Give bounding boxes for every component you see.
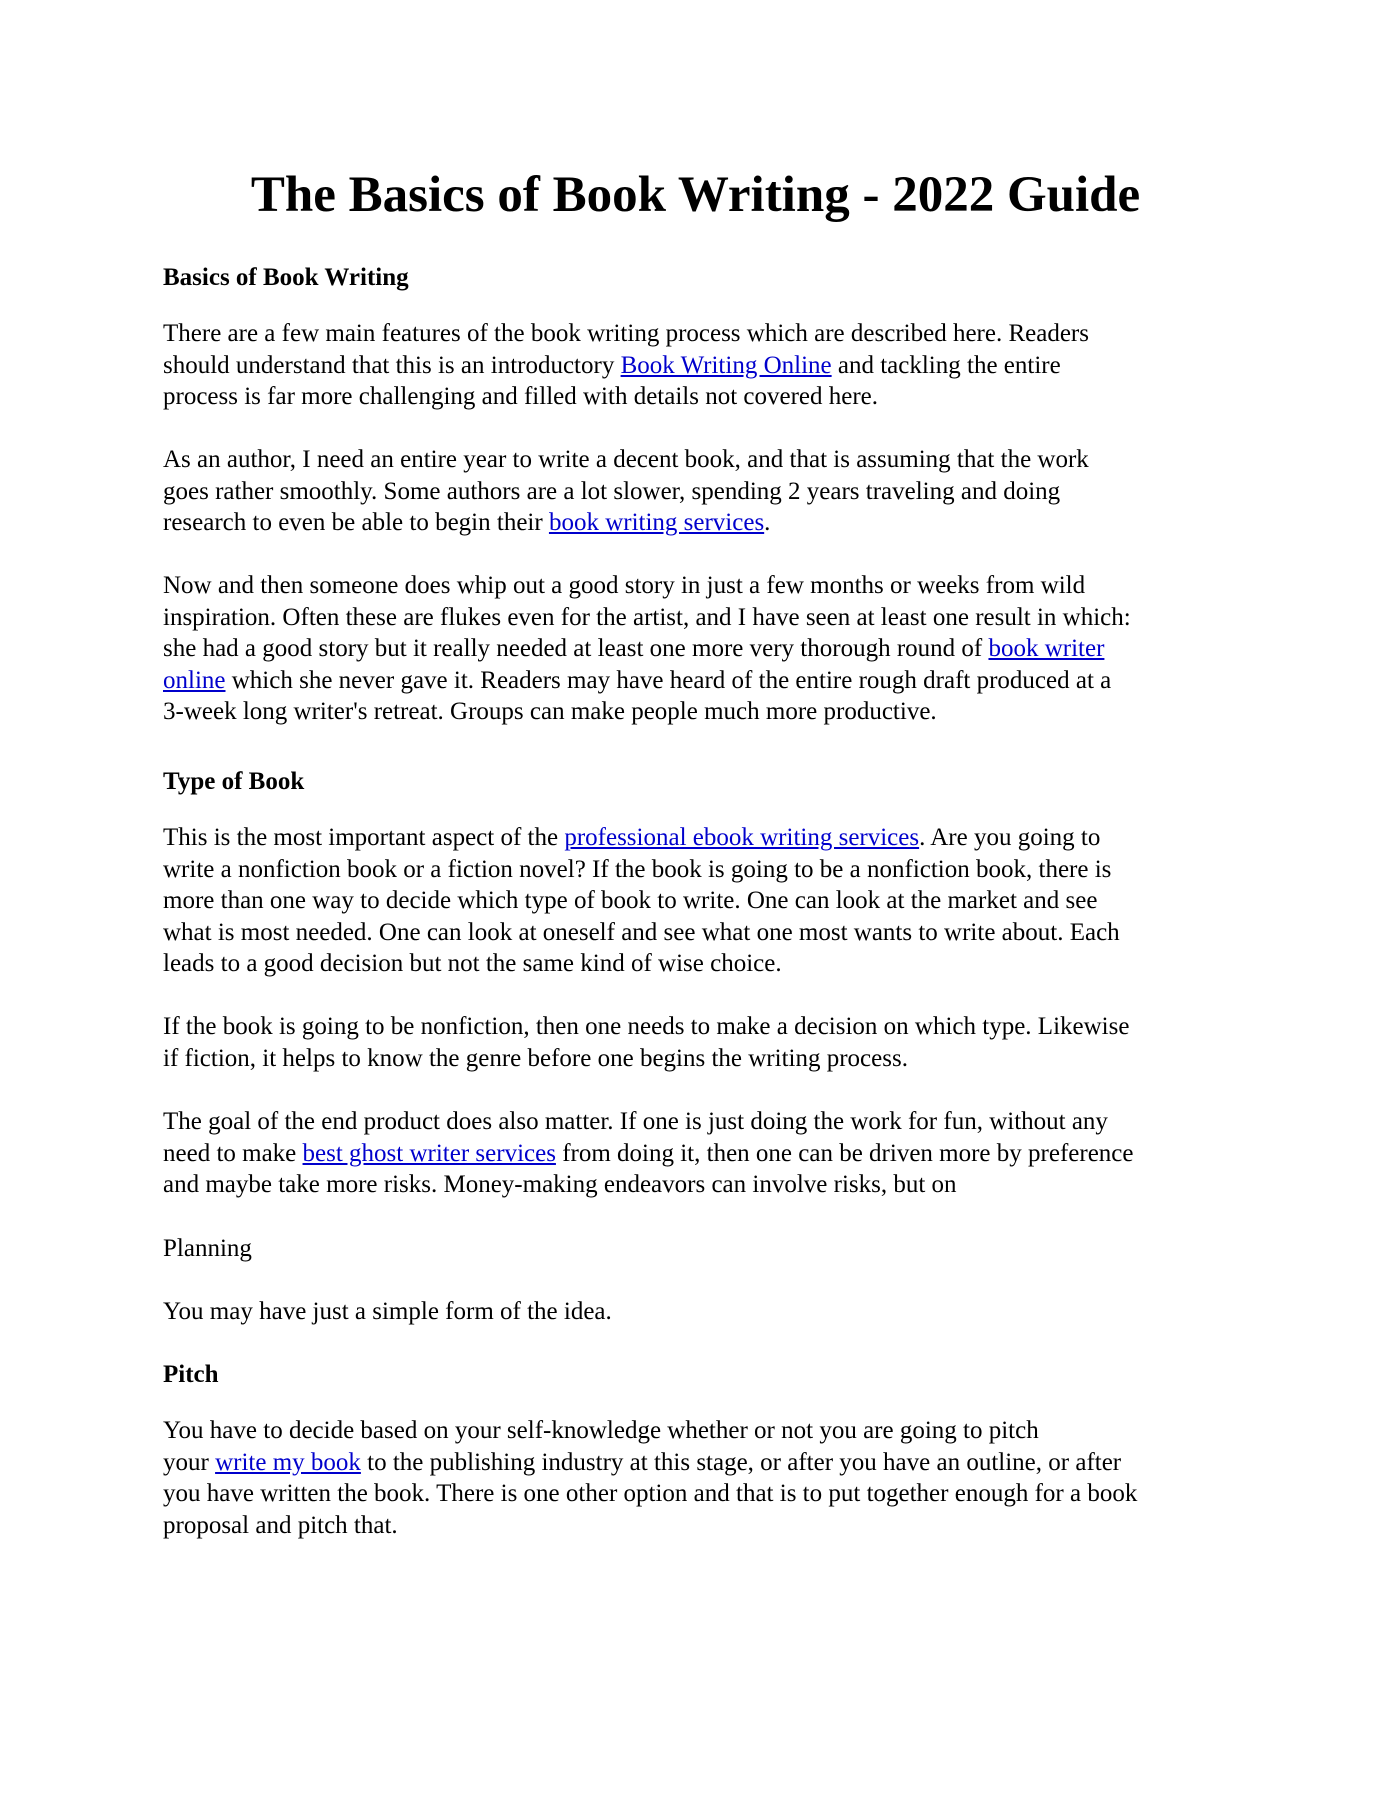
text-line xyxy=(163,633,1243,665)
text-line: what is most needed. One can look at oneself and see what one most wants to write about. Each xyxy=(163,918,1120,946)
text-line: write a nonfiction book or a fiction novel? If the book is going to be a nonfiction book, there is xyxy=(163,855,1112,883)
heading-basics-of-book-writing: Basics of Book Writing xyxy=(163,264,409,291)
text-line xyxy=(163,1138,1243,1170)
text-segment: . Are you going to xyxy=(919,824,1101,851)
text-segment: to the publishing industry at this stage, or after you have an outline, or after xyxy=(360,1448,1122,1476)
link-book-writing-online[interactable]: Book Writing Online xyxy=(620,351,832,379)
text-line xyxy=(163,350,1243,382)
text-line: You have to decide based on your self-knowledge whether or not you are going to pitch xyxy=(163,1417,1039,1444)
text-line: if fiction, it helps to know the genre before one begins the writing process. xyxy=(163,1044,908,1072)
text-line: There are a few main features of the book writing process which are described here. Readers xyxy=(163,320,1089,347)
text-segment: . xyxy=(764,509,771,536)
text-segment: research to even be able to begin their xyxy=(163,509,549,536)
text-segment: should understand that this is an introductory xyxy=(163,351,621,379)
planning-label: Planning xyxy=(163,1235,252,1262)
paragraph-nonfiction-decision xyxy=(163,1011,1243,1074)
text-segment: and tackling the entire xyxy=(831,351,1061,379)
paragraph-pitch xyxy=(163,1415,1243,1541)
text-line: 3-week long writer's retreat. Groups can make people much more productive. xyxy=(163,698,937,725)
text-line: you have written the book. There is one other option and that is to put together enough for a book xyxy=(163,1480,1138,1507)
paragraph-inspiration xyxy=(163,570,1243,728)
paragraph-type-of-book xyxy=(163,822,1243,980)
text-line: Now and then someone does whip out a good story in just a few months or weeks from wild xyxy=(163,572,1086,599)
link-write-my-book[interactable]: write my book xyxy=(215,1448,361,1476)
paragraph-planning: You may have just a simple form of the idea. xyxy=(163,1298,612,1325)
link-best-ghost-writer-services[interactable]: best ghost writer services xyxy=(302,1139,556,1167)
text-segment: This is the most important aspect of the xyxy=(163,824,565,851)
text-line: leads to a good decision but not the same kind of wise choice. xyxy=(163,950,782,977)
text-line: If the book is going to be nonfiction, then one needs to make a decision on which type. Likewise xyxy=(163,1013,1130,1040)
document-title: The Basics of Book Writing - 2022 Guide xyxy=(250,167,1141,223)
text-line: goes rather smoothly. Some authors are a lot slower, spending 2 years traveling and doing xyxy=(163,477,1061,505)
heading-pitch: Pitch xyxy=(163,1361,219,1388)
text-line: and maybe take more risks. Money-making endeavors can involve risks, but on xyxy=(163,1171,957,1198)
text-segment: need to make xyxy=(163,1139,303,1167)
text-line: proposal and pitch that. xyxy=(163,1511,398,1539)
text-line: process is far more challenging and filled with details not covered here. xyxy=(163,383,879,410)
document-page xyxy=(163,158,1243,1539)
text-line: more than one way to decide which type of book to write. One can look at the market and see xyxy=(163,887,1098,914)
link-book-writing-services[interactable]: book writing services xyxy=(548,509,765,536)
link-professional-ebook-writing-services[interactable]: professional ebook writing services xyxy=(564,824,920,851)
text-segment: she had a good story but it really needed at least one more very thorough round of xyxy=(163,635,989,662)
link-book-writer-online-part1[interactable]: book writer xyxy=(988,635,1105,662)
text-line xyxy=(163,665,1243,697)
text-segment: which she never gave it. Readers may have heard of the entire rough draft produced at a xyxy=(225,666,1112,694)
text-line: The goal of the end product does also matter. If one is just doing the work for fun, without any xyxy=(163,1108,1108,1135)
link-book-writer-online-part2[interactable]: online xyxy=(163,666,226,694)
text-line: inspiration. Often these are flukes even for the artist, and I have seen at least one result in which: xyxy=(163,603,1131,631)
text-line xyxy=(163,1447,1243,1479)
heading-type-of-book: Type of Book xyxy=(163,768,305,795)
paragraph-end-product-goal xyxy=(163,1106,1243,1201)
text-line xyxy=(163,507,1243,539)
text-line xyxy=(163,822,1243,854)
text-line: As an author, I need an entire year to write a decent book, and that is assuming that the work xyxy=(163,446,1089,473)
paragraph-author-year xyxy=(163,444,1243,539)
text-segment: from doing it, then one can be driven more by preference xyxy=(555,1139,1134,1167)
text-segment: your xyxy=(163,1448,216,1476)
paragraph-intro xyxy=(163,318,1243,413)
